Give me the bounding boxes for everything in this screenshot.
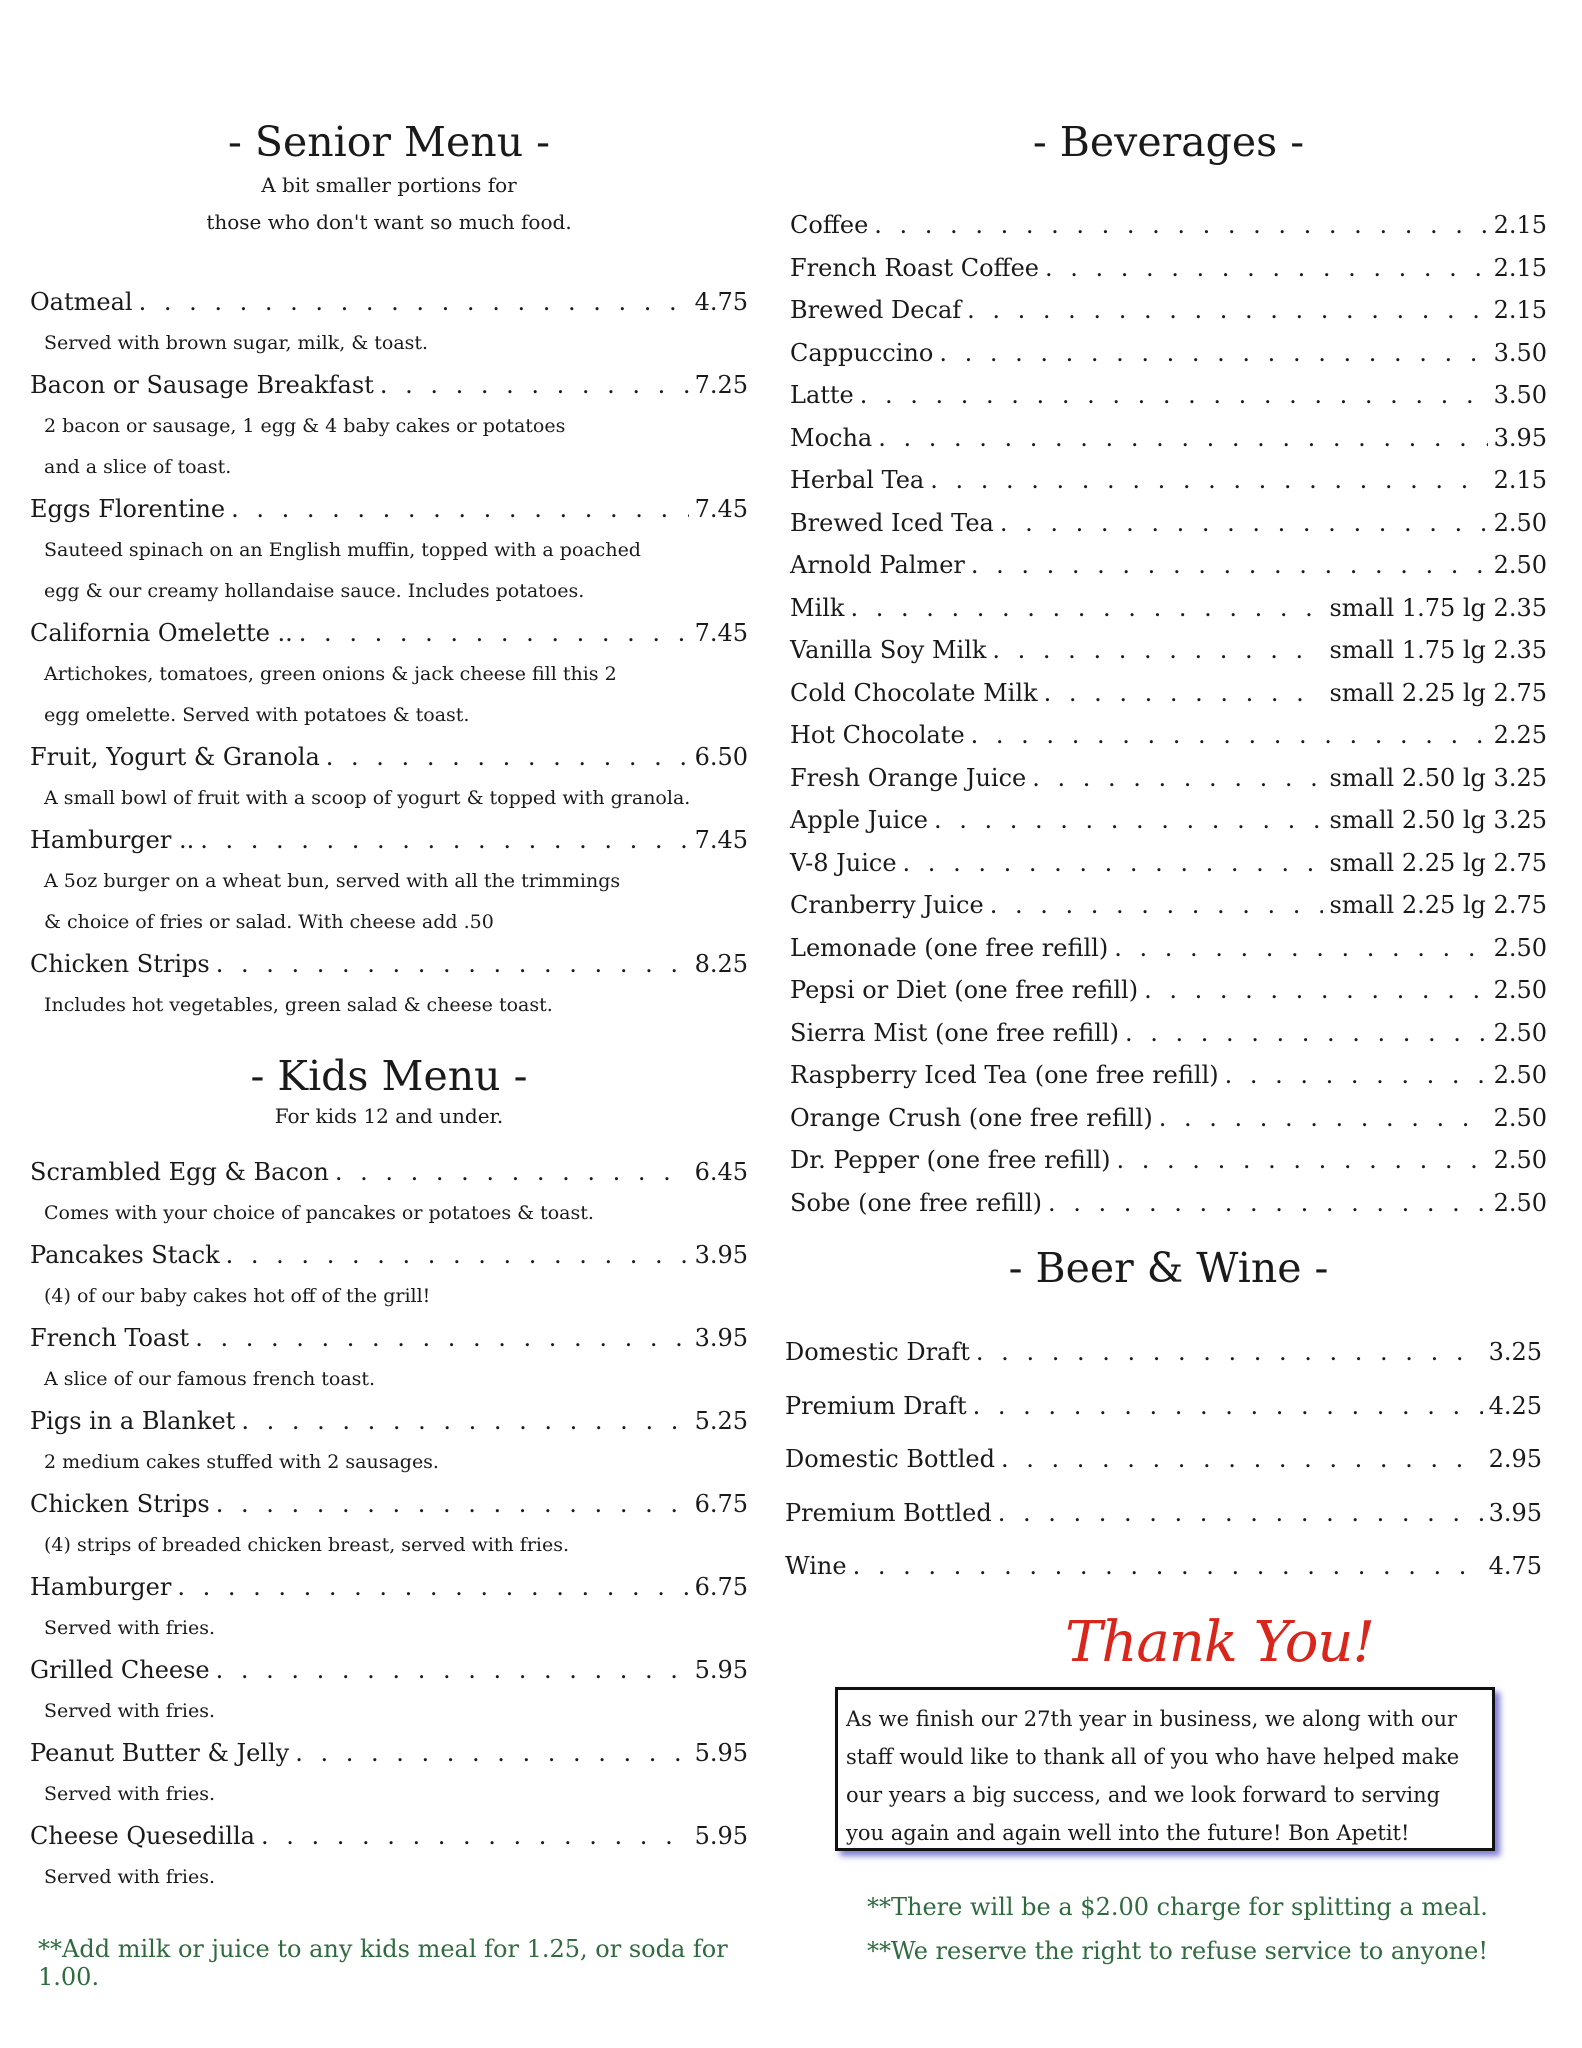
dot-leader [992,629,1323,672]
item-name: Peanut Butter & Jelly [30,1739,290,1767]
beverages-list [790,204,1547,1224]
item-name: Pepsi or Diet (one free refill) [790,976,1139,1004]
item-price: small 2.25 lg 2.75 [1329,891,1547,919]
item-name: Brewed Iced Tea [790,508,994,537]
menu-item [30,943,748,985]
item-name: Wine [785,1552,847,1580]
item-description: Served with fries. [44,1783,215,1805]
item-price: 3.95 [1488,1498,1542,1527]
item-price: 7.45 [694,826,748,854]
menu-item [790,629,1547,672]
item-name: Apple Juice [790,806,928,834]
dot-leader [998,1487,1483,1541]
item-description: and a slice of toast. [44,456,232,478]
item-price: 6.50 [694,743,748,771]
item-price: 2.50 [1493,1146,1547,1174]
beer-wine-title: - Beer & Wine - [1008,1244,1329,1292]
item-price: 7.45 [694,495,748,523]
item-description: 2 bacon or sausage, 1 egg & 4 baby cakes or potatoes [44,415,566,437]
dot-leader [903,842,1324,885]
item-description: & choice of fries or salad. With cheese add .50 [44,911,494,933]
item-name: Brewed Decaf [790,296,962,324]
item-description: Sauteed spinach on an English muffin, topped with a poached [44,539,641,561]
item-description: Comes with your choice of pancakes or potatoes & toast. [44,1202,594,1224]
kids-drink-note: **Add milk or juice to any kids meal for 1.25, or soda for 1.00. [38,1935,728,1991]
item-name: Lemonade (one free refill) [790,933,1109,962]
item-name: French Toast [30,1324,190,1352]
menu-item [30,1566,748,1608]
item-price: 2.15 [1493,466,1547,494]
menu-item [30,488,748,530]
senior-subtitle-2: those who don't want so much food. [206,210,572,235]
dot-leader [1000,502,1488,545]
dot-leader [1125,1012,1488,1055]
dot-leader [930,459,1487,502]
dot-leader [241,1400,688,1442]
menu-item [30,1400,748,1442]
item-name: Fruit, Yogurt & Granola [30,743,320,771]
menu-item [790,332,1547,375]
menu-item [790,757,1547,800]
dot-leader [939,332,1487,375]
item-name: Mocha [790,423,873,452]
dot-leader [850,587,1323,630]
dot-leader [261,1815,689,1857]
menu-item [30,1151,748,1193]
dot-leader [971,714,1488,757]
item-name: Premium Bottled [785,1498,992,1527]
item-price: 6.75 [694,1573,748,1601]
menu-item [790,884,1547,927]
item-price: 2.95 [1488,1445,1542,1473]
item-name: Sobe (one free refill) [790,1188,1042,1217]
item-name: V-8 Juice [790,848,897,877]
item-price: 4.75 [1488,1552,1542,1580]
item-name: Hamburger [30,1573,172,1601]
item-price: 2.50 [1493,1061,1547,1089]
menu-item [785,1433,1542,1487]
dot-leader [967,289,1487,332]
item-name: Dr. Pepper (one free refill) [790,1146,1111,1174]
split-charge-note: **There will be a $2.00 charge for splitting a meal. [867,1893,1488,1921]
item-description: Served with fries. [44,1866,215,1888]
dot-leader [878,417,1487,460]
item-name: Domestic Bottled [785,1445,995,1473]
item-price: 3.50 [1493,381,1547,409]
item-description: (4) strips of breaded chicken breast, served with fries. [44,1534,570,1556]
kids-menu-list [30,1151,748,1898]
menu-item [30,1649,748,1691]
item-description: Served with brown sugar, milk, & toast. [44,332,429,354]
refuse-service-note: **We reserve the right to refuse service to anyone! [867,1937,1488,1965]
item-description: A 5oz burger on a wheat bun, served with all the trimmings [44,870,621,892]
item-price: 2.15 [1493,211,1547,239]
menu-item [790,417,1547,460]
item-price: 3.95 [694,1241,748,1269]
item-price: 2.50 [1493,508,1547,537]
item-name: Pancakes Stack [30,1241,220,1269]
item-price: 3.95 [694,1324,748,1352]
dot-leader [976,1326,1483,1380]
item-name: Herbal Tea [790,466,925,494]
item-price: 2.50 [1493,1103,1547,1132]
item-description: Served with fries. [44,1617,215,1639]
menu-item [785,1380,1542,1434]
item-price: 6.75 [694,1490,748,1518]
item-name: Cheese Quesedilla [30,1822,255,1850]
item-name: Cold Chocolate Milk [790,678,1038,707]
item-name: Hamburger .. [30,826,195,854]
menu-item [790,289,1547,332]
menu-item [790,672,1547,715]
kids-menu-title: - Kids Menu - [250,1052,528,1100]
dot-leader [1114,927,1487,970]
menu-item [790,1182,1547,1225]
kids-subtitle: For kids 12 and under. [274,1104,504,1129]
dot-leader [853,1540,1483,1594]
item-description: egg & our creamy hollandaise sauce. Includes potatoes. [44,580,585,602]
menu-item [785,1540,1542,1594]
item-name: Cappuccino [790,338,934,367]
item-name: Oatmeal [30,288,133,316]
menu-item [790,502,1547,545]
senior-menu-title: - Senior Menu - [227,118,550,166]
item-price: 2.50 [1493,976,1547,1004]
item-price: small 1.75 lg 2.35 [1329,636,1547,664]
item-name: Grilled Cheese [30,1656,210,1684]
item-price: small 2.50 lg 3.25 [1329,806,1547,834]
thank-you-message: As we finish our 27th year in business, we along with our staff would like to thank all of you who have helped make our years a big success, and we look forward to serving you again and again well into the future! Bon Apetit! [846,1707,1460,1845]
dot-leader [1032,757,1323,800]
menu-item [790,842,1547,885]
dot-leader [231,488,688,530]
item-name: Cranberry Juice [790,891,984,919]
dot-leader [860,374,1488,417]
item-price: 5.95 [694,1739,748,1767]
dot-leader [216,943,689,985]
item-price: 3.95 [1493,423,1547,452]
menu-item [790,247,1547,290]
dot-leader [139,281,689,323]
menu-item [790,1054,1547,1097]
menu-item [30,1483,748,1525]
item-price: 4.25 [1488,1391,1542,1420]
menu-item [30,1234,748,1276]
item-description: A small bowl of fruit with a scoop of yogurt & topped with granola. [44,787,691,809]
item-name: Milk [790,593,845,622]
dot-leader [971,544,1488,587]
item-description: (4) of our baby cakes hot off of the grill! [44,1285,431,1307]
item-name: Chicken Strips [30,1490,210,1518]
beverages-title: - Beverages - [1032,118,1305,166]
item-price: 7.25 [694,371,748,399]
dot-leader [335,1151,689,1193]
dot-leader [1225,1054,1488,1097]
dot-leader [326,736,689,778]
item-price: small 1.75 lg 2.35 [1329,593,1547,622]
dot-leader [973,1380,1483,1434]
item-description: egg omelette. Served with potatoes & toast. [44,704,470,726]
item-name: Chicken Strips [30,950,210,978]
dot-leader [1159,1097,1488,1140]
menu-item [790,799,1547,842]
item-description: A slice of our famous french toast. [44,1368,376,1390]
item-name: Latte [790,381,854,409]
menu-item [790,1012,1547,1055]
menu-item [30,1317,748,1359]
item-name: Orange Crush (one free refill) [790,1103,1153,1132]
menu-item [790,204,1547,247]
menu-item [30,736,748,778]
dot-leader [1117,1139,1488,1182]
menu-item [790,587,1547,630]
item-name: Arnold Palmer [790,551,965,579]
menu-item [790,714,1547,757]
item-price: 8.25 [694,950,748,978]
item-name: Eggs Florentine [30,495,226,523]
item-name: Fresh Orange Juice [790,763,1027,792]
menu-item [30,281,748,323]
senior-subtitle-1: A bit smaller portions for [261,173,517,198]
item-name: Premium Draft [785,1391,967,1420]
dot-leader [226,1234,689,1276]
menu-item [790,1097,1547,1140]
menu-item [790,969,1547,1012]
dot-leader [216,1483,689,1525]
item-price: 4.75 [694,288,748,316]
menu-item [30,612,748,654]
item-price: 2.50 [1493,1188,1547,1217]
item-price: 2.15 [1493,296,1547,324]
item-name: Vanilla Soy Milk [790,636,987,664]
item-price: 2.50 [1493,933,1547,962]
dot-leader [1045,247,1488,290]
item-price: 5.95 [694,1656,748,1684]
item-price: 3.25 [1488,1338,1542,1366]
item-name: California Omelette .. [30,619,293,647]
item-price: small 2.50 lg 3.25 [1329,763,1547,792]
thank-you-heading: Thank You! [1065,1610,1374,1675]
item-name: Pigs in a Blanket [30,1407,236,1435]
menu-item [30,364,748,406]
item-price: small 2.25 lg 2.75 [1329,848,1547,877]
item-name: Hot Chocolate [790,721,965,749]
item-name: Sierra Mist (one free refill) [790,1018,1119,1047]
item-price: 3.50 [1493,338,1547,367]
item-description: Served with fries. [44,1700,215,1722]
menu-item [790,1139,1547,1182]
item-name: Scrambled Egg & Bacon [30,1158,329,1186]
item-price: 7.45 [694,619,748,647]
dot-leader [1048,1182,1488,1225]
dot-leader [1144,969,1487,1012]
item-name: Coffee [790,211,869,239]
menu-item [790,927,1547,970]
thank-you-message-box [835,1687,1495,1851]
item-price: 5.95 [694,1822,748,1850]
dot-leader [295,1732,688,1774]
menu-item [30,819,748,861]
senior-menu-list [30,281,748,1026]
menu-item [790,459,1547,502]
dot-leader [1044,672,1324,715]
dot-leader [380,364,689,406]
dot-leader [299,612,689,654]
item-price: 2.50 [1493,551,1547,579]
menu-item [785,1487,1542,1541]
item-name: French Roast Coffee [790,253,1039,282]
item-price: 5.25 [694,1407,748,1435]
item-price: 6.45 [694,1158,748,1186]
item-price: 2.15 [1493,253,1547,282]
dot-leader [1001,1433,1483,1487]
menu-item [30,1732,748,1774]
dot-leader [934,799,1323,842]
item-price: 2.25 [1493,721,1547,749]
dot-leader [990,884,1324,927]
dot-leader [177,1566,688,1608]
item-description: Includes hot vegetables, green salad & cheese toast. [44,994,553,1016]
item-description: 2 medium cakes stuffed with 2 sausages. [44,1451,439,1473]
item-price: small 2.25 lg 2.75 [1329,678,1547,707]
menu-item [790,544,1547,587]
dot-leader [874,204,1487,247]
item-name: Raspberry Iced Tea (one free refill) [790,1061,1219,1089]
item-name: Bacon or Sausage Breakfast [30,371,374,399]
dot-leader [216,1649,689,1691]
menu-item [30,1815,748,1857]
menu-item [785,1326,1542,1380]
dot-leader [195,1317,688,1359]
item-name: Domestic Draft [785,1338,970,1366]
item-price: 2.50 [1493,1018,1547,1047]
menu-item [790,374,1547,417]
item-description: Artichokes, tomatoes, green onions & jack cheese fill this 2 [44,663,617,685]
beer-wine-list [785,1326,1542,1594]
dot-leader [200,819,688,861]
